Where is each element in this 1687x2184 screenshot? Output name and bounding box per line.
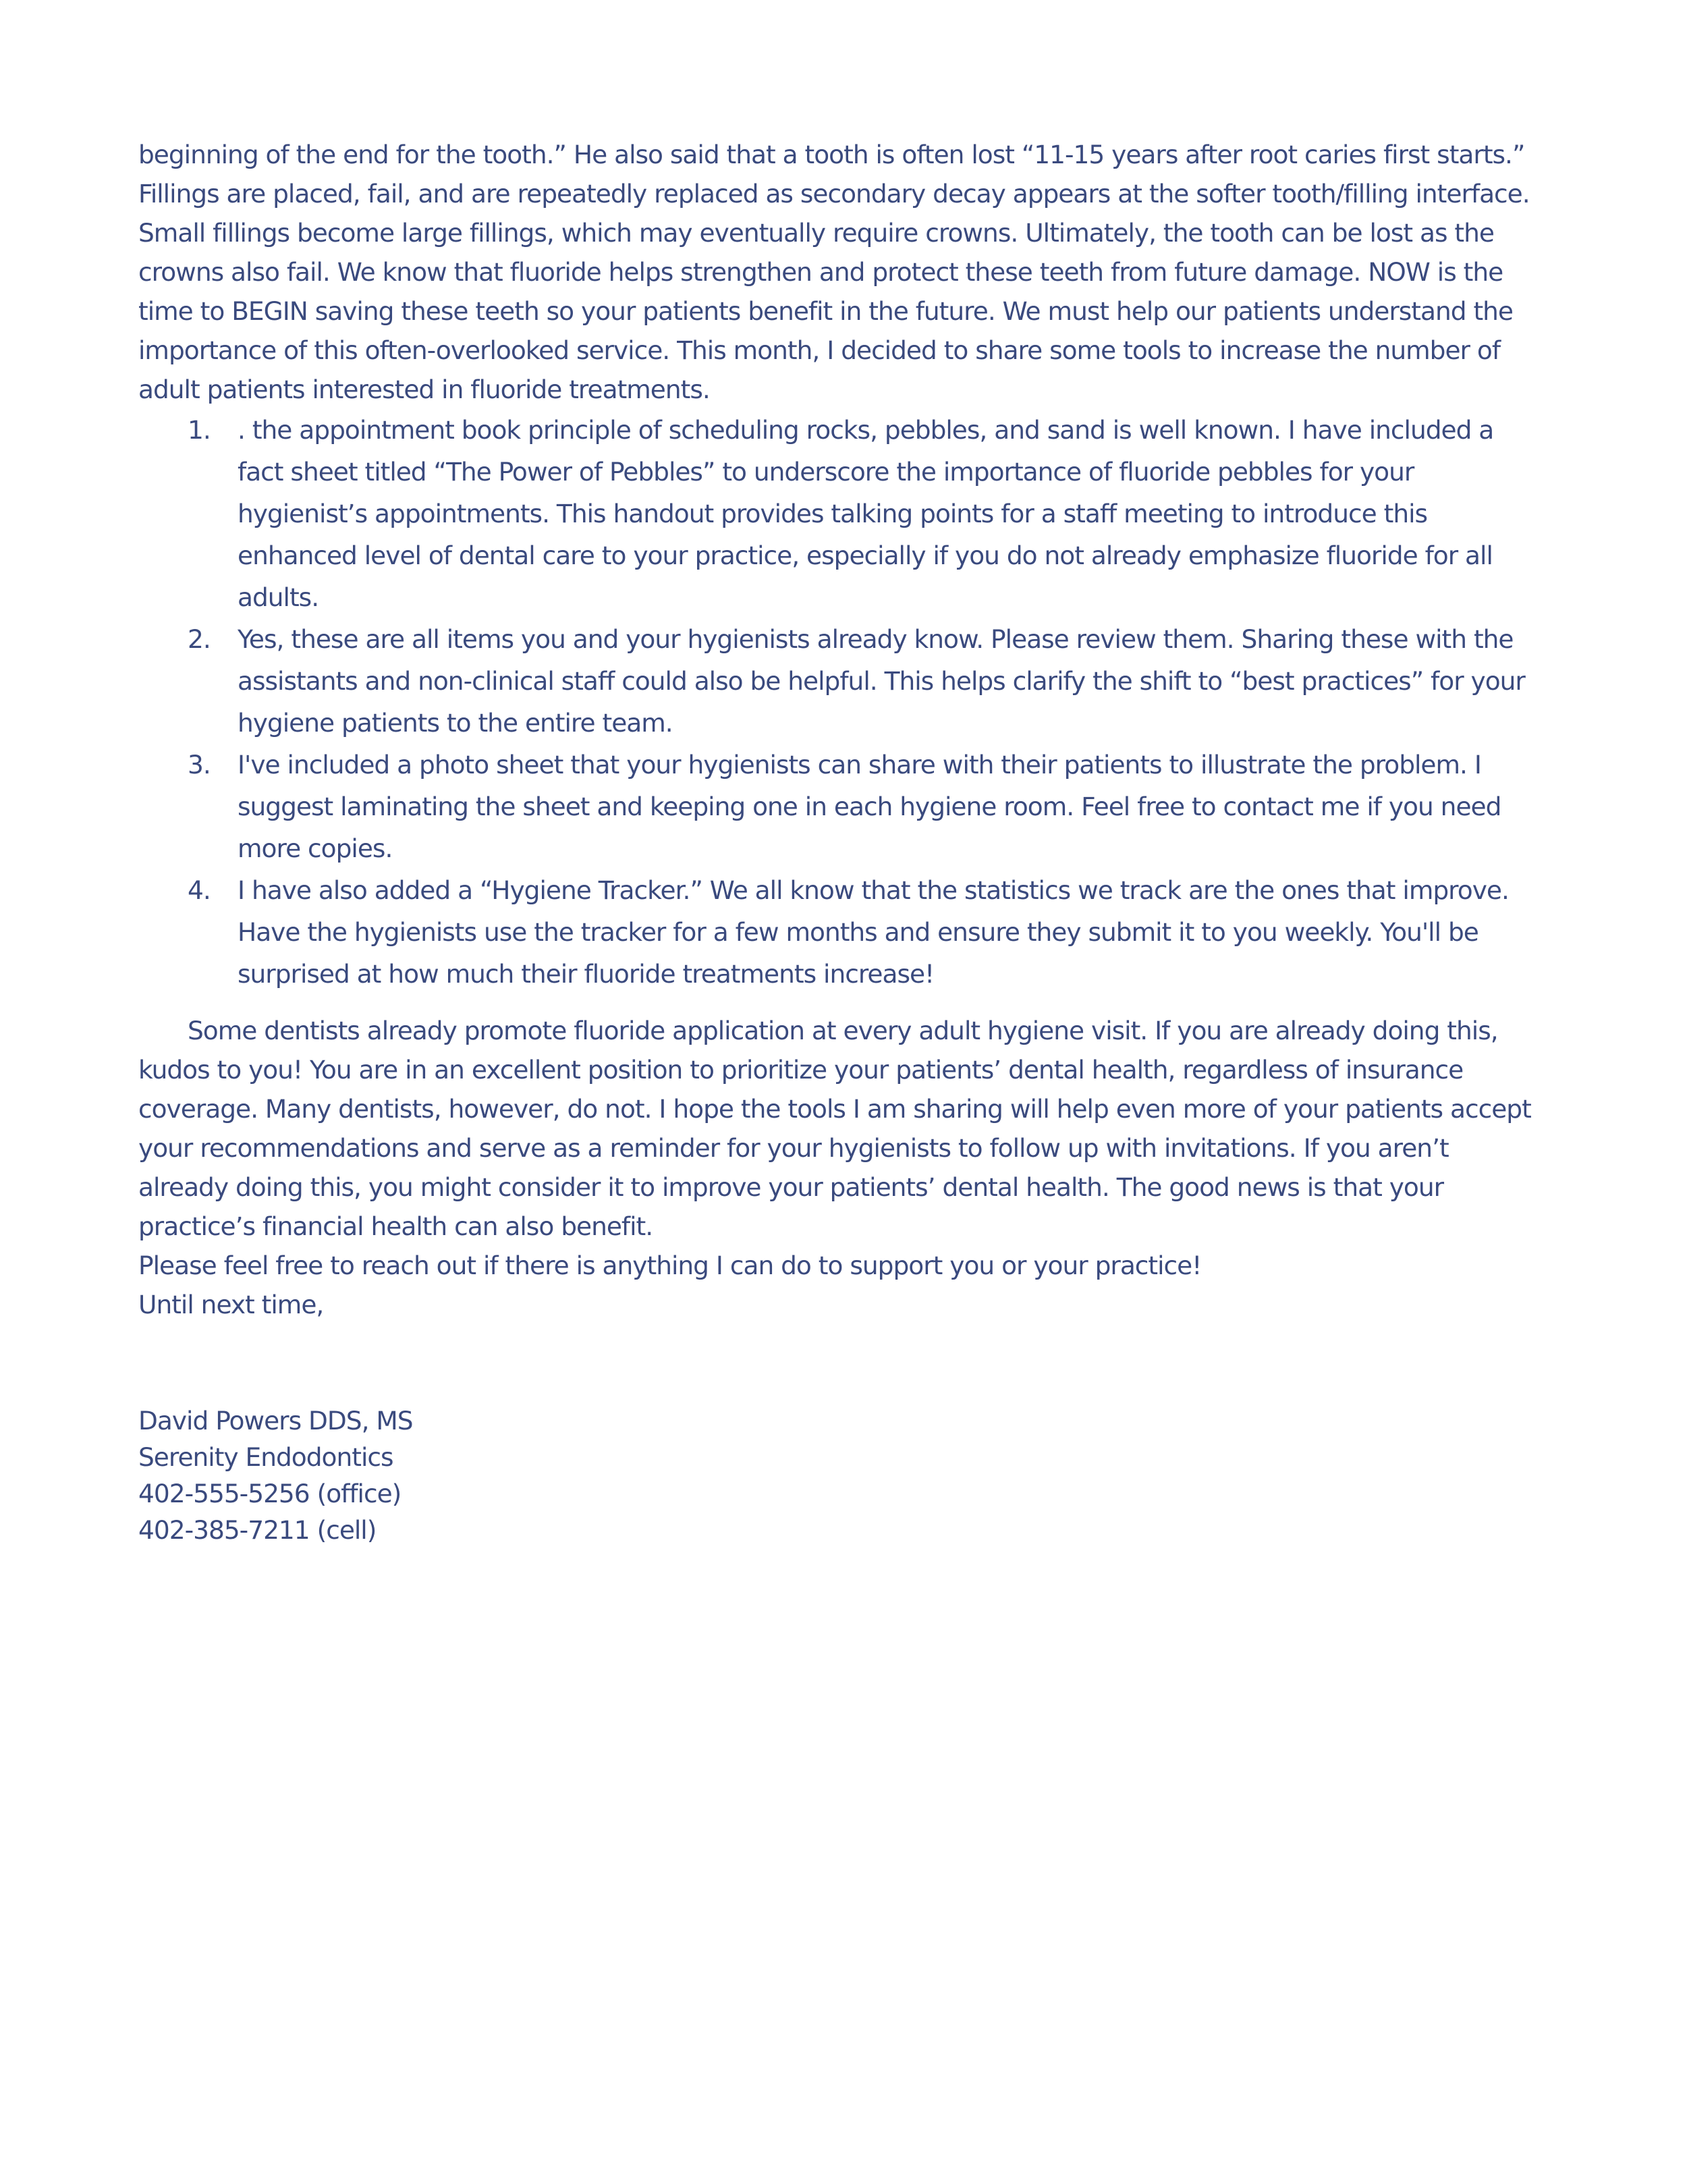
- list-item-text: I have also added a “Hygiene Tracker.” We all know that the statistics we track are the ones that improve. Have the hygienists use the tracker for a few months and ensure they submit it to you weekly. You'll be surprised at how much their fluoride treatments increase!: [238, 875, 1509, 989]
- list-item-text: I've included a photo sheet that your hygienists can share with their patients to illustrate the problem. I suggest laminating the sheet and keeping one in each hygiene room. Feel free to contact me if you need more copies.: [238, 750, 1501, 863]
- closing-line: Until next time,: [138, 1290, 324, 1319]
- signature-practice: Serenity Endodontics: [138, 1442, 393, 1472]
- signature-block: [138, 1402, 1542, 1548]
- signature-name: David Powers DDS, MS: [138, 1406, 413, 1436]
- list-item-number: 3.: [188, 750, 211, 780]
- closing-paragraph: Some dentists already promote fluoride application at every adult hygiene visit. If you are already doing this, kudos to you! You are in an excellent position to prioritize your patients’ dental health, regardless of insurance coverage. Many dentists, however, do not. I hope the tools I am sharing will help even more of your patients accept your recommendations and serve as a reminder for your hygienists to follow up with invitations. If you aren’t already doing this, you might consider it to improve your patients’ dental health. The good news is that your practice’s financial health can also benefit.: [138, 1016, 1531, 1241]
- list-item: [138, 744, 1542, 869]
- list-item-number: 4.: [188, 875, 211, 905]
- letter-page: [138, 135, 1542, 1548]
- list-item: [138, 869, 1542, 995]
- list-item: [138, 618, 1542, 744]
- list-item-number: 2.: [188, 624, 211, 654]
- list-item: [138, 409, 1542, 618]
- support-line: Please feel free to reach out if there is anything I can do to support you or your practice!: [138, 1251, 1202, 1280]
- list-item-number: 1.: [188, 415, 211, 445]
- list-item-text: . the appointment book principle of scheduling rocks, pebbles, and sand is well known. I have included a fact sheet titled “The Power of Pebbles” to underscore the importance of fluoride pebbles for your hygienist’s appointments. This handout provides talking points for a staff meeting to introduce this enhanced level of dental care to your practice, especially if you do not already emphasize fluoride for all adults.: [238, 415, 1494, 612]
- intro-paragraph: beginning of the end for the tooth.” He also said that a tooth is often lost “11-15 years after root caries first starts.” Fillings are placed, fail, and are repeatedly replaced as secondary decay appears at the softer tooth/filling interface. Small fillings become large fillings, which may eventually require crowns. Ultimately, the tooth can be lost as the crowns also fail. We know that fluoride helps strengthen and protect these teeth from future damage. NOW is the time to BEGIN saving these teeth so your patients benefit in the future. We must help our patients understand the importance of this often-overlooked service. This month, I decided to share some tools to increase the number of adult patients interested in fluoride treatments.: [138, 140, 1530, 404]
- tools-list: [138, 409, 1542, 995]
- signature-office-phone: 402-555-5256 (office): [138, 1479, 402, 1508]
- list-item-text: Yes, these are all items you and your hygienists already know. Please review them. Sharing these with the assistants and non-clinical staff could also be helpful. This helps clarify the shift to “best practices” for your hygiene patients to the entire team.: [238, 624, 1525, 738]
- signature-cell-phone: 402-385-7211 (cell): [138, 1515, 377, 1545]
